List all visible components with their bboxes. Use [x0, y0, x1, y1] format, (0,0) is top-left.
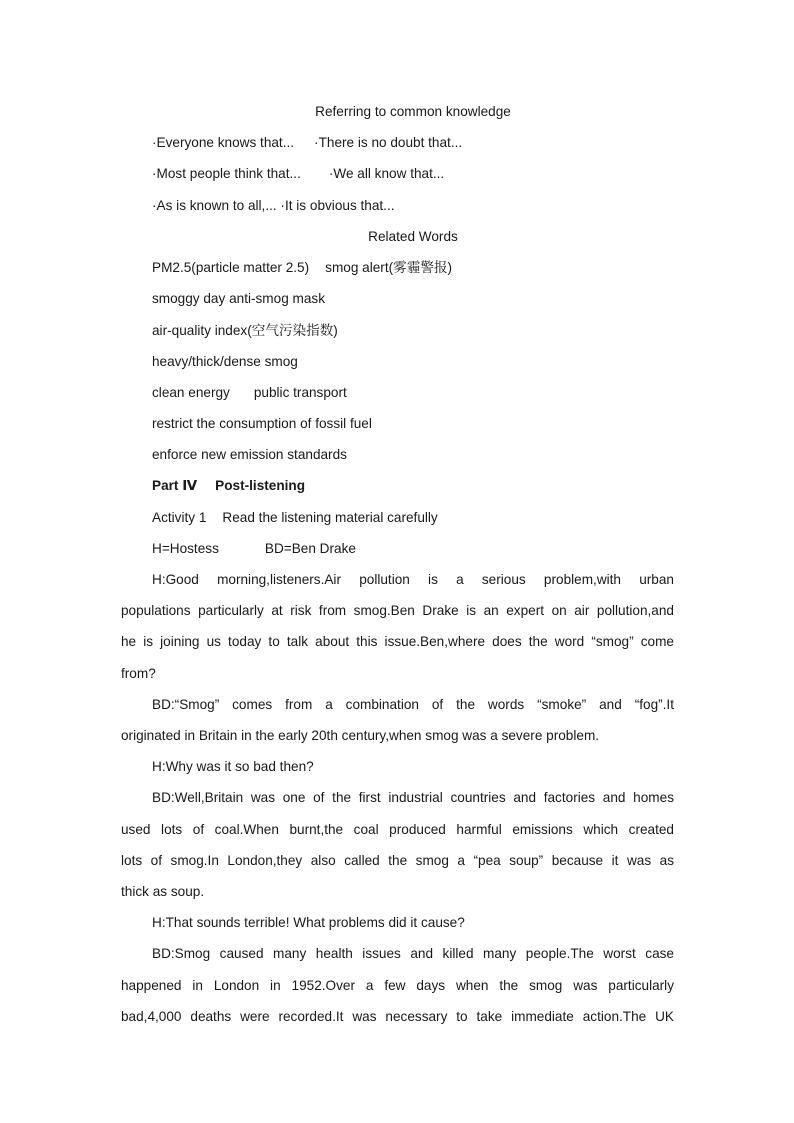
related-word-line-7: enforce new emission standards: [152, 447, 347, 462]
dialogue-line: lots of smog.In London,they also called the smog a “pea soup” because it was as: [121, 853, 674, 868]
word-clean-energy: clean energy: [152, 385, 230, 400]
speaker-legend: [152, 539, 674, 559]
heading-common-knowledge: Referring to common knowledge: [315, 104, 511, 119]
legend-hostess: H=Hostess: [152, 541, 219, 556]
dialogue-line: he is joining us today to talk about this issue.Ben,where does the word “smog” come: [121, 634, 674, 649]
dialogue-line: thick as soup.: [121, 884, 205, 899]
dialogue-line: BD:“Smog” comes from a combination of the words “smoke” and “fog”.It: [152, 697, 674, 712]
activity-title: Read the listening material carefully: [222, 510, 438, 525]
knowledge-line-2: [152, 164, 674, 184]
word-smog-alert: smog alert(雾霾警报): [325, 260, 453, 275]
dialogue-line: bad,4,000 deaths were recorded.It was necessary to take immediate action.The UK: [121, 1009, 674, 1024]
part-label: Part Ⅳ: [152, 478, 198, 493]
word-pm25: PM2.5(particle matter 2.5): [152, 260, 310, 275]
knowledge-line-3: ·As is known to all,... ·It is obvious that...: [152, 198, 395, 213]
dialogue-line: used lots of coal.When burnt,the coal produced harmful emissions which created: [121, 822, 674, 837]
phrase-everyone-knows: ·Everyone knows that...: [152, 135, 295, 150]
word-public-transport: public transport: [253, 385, 347, 400]
related-word-line-1: [152, 258, 674, 278]
activity-label: Activity 1: [152, 510, 207, 525]
knowledge-line-1: [152, 133, 674, 153]
part-heading: [152, 476, 674, 496]
dialogue-line: H:Why was it so bad then?: [152, 759, 314, 774]
phrase-no-doubt: ·There is no doubt that...: [314, 135, 463, 150]
related-word-line-3: air-quality index(空气污染指数): [152, 323, 338, 338]
dialogue-line: H:Good morning,listeners.Air pollution is a serious problem,with urban: [152, 572, 674, 587]
heading-related-words: Related Words: [368, 229, 458, 244]
legend-ben-drake: BD=Ben Drake: [264, 541, 356, 556]
related-word-line-4: heavy/thick/dense smog: [152, 354, 298, 369]
dialogue-line: BD:Smog caused many health issues and killed many people.The worst case: [152, 946, 674, 961]
phrase-most-people: ·Most people think that...: [152, 166, 301, 181]
related-word-line-2: smoggy day anti-smog mask: [152, 291, 326, 306]
phrase-we-all-know: ·We all know that...: [328, 166, 445, 181]
dialogue-line: from?: [121, 666, 156, 681]
dialogue-line: BD:Well,Britain was one of the first industrial countries and factories and homes: [152, 790, 674, 805]
activity-heading: [152, 508, 674, 528]
related-word-line-5: [152, 383, 674, 403]
dialogue-line: H:That sounds terrible! What problems did it cause?: [152, 915, 465, 930]
dialogue-line: originated in Britain in the early 20th century,when smog was a severe problem.: [121, 728, 600, 743]
part-title: Post-listening: [215, 478, 306, 493]
dialogue-line: populations particularly at risk from smog.Ben Drake is an expert on air pollution,and: [121, 603, 674, 618]
related-word-line-6: restrict the consumption of fossil fuel: [152, 416, 372, 431]
dialogue-line: happened in London in 1952.Over a few days when the smog was particularly: [121, 978, 674, 993]
